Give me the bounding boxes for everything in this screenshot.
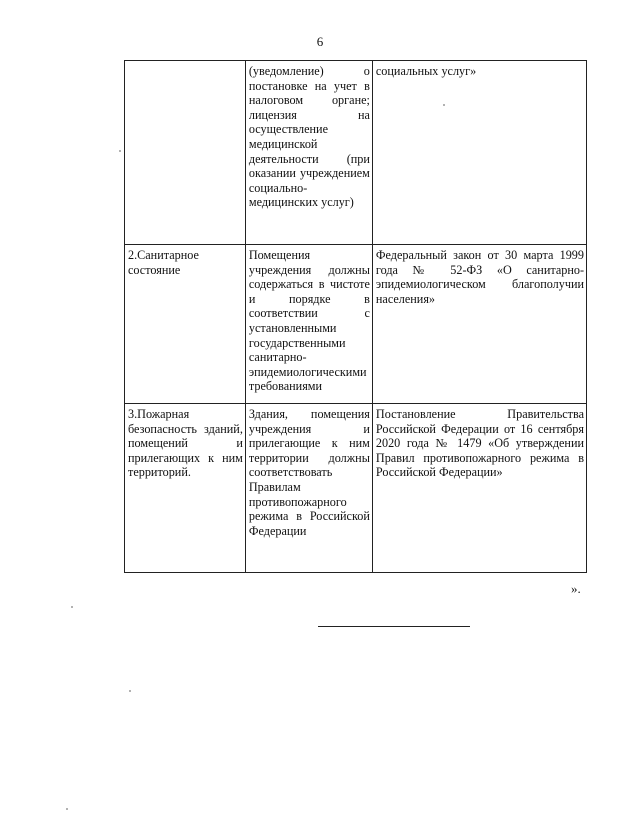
basis-text: Федеральный закон от 30 марта 1999 года № 52-ФЗ «О санитарно-эпидемиологическом благополучии населения» (375, 248, 584, 306)
content-text: Здания, помещения учреждения и прилегающие к ним территории должны соответствовать Правилам противопожарного режима в Российской Федерации (248, 407, 370, 538)
requirement-cell (125, 404, 246, 573)
basis-text: социальных услуг» (375, 64, 477, 78)
requirement-text: 3.Пожарная безопасность зданий, помещений и прилегающих к ним территорий. (128, 407, 243, 480)
closing-quote-mark: ». (571, 581, 581, 596)
content-cell (245, 61, 372, 245)
scan-speck (129, 690, 131, 692)
scan-speck (71, 606, 73, 608)
basis-text: Постановление Правительства Российской Федерации от 16 сентября 2020 года № 1479 «Об утверждении Правил противопожарного режима в Российской Федерации» (375, 407, 584, 480)
requirements-table (124, 60, 587, 573)
basis-cell (372, 61, 586, 245)
content-text: (уведомление) о постановке на учет в налоговом органе; лицензия на осуществление медицинской деятельности (при оказании учреждением социально-медицинских услуг) (248, 64, 370, 210)
scan-speck (443, 104, 445, 106)
scan-speck (66, 808, 68, 810)
scan-speck (119, 150, 121, 152)
table-row (125, 404, 587, 573)
requirement-cell (125, 245, 246, 404)
page-number: 6 (316, 34, 324, 49)
content-cell (245, 245, 372, 404)
table-row (125, 245, 587, 404)
separator-line (318, 626, 470, 627)
content-text: Помещения учреждения должны содержаться в чистоте и порядке в соответствии с установленными государственными санитарно-эпидемиологическими требованиями (248, 248, 370, 394)
requirement-cell (125, 61, 246, 245)
basis-cell (372, 404, 586, 573)
requirement-text: 2.Санитарное состояние (128, 248, 199, 277)
table-row (125, 61, 587, 245)
basis-cell (372, 245, 586, 404)
content-cell (245, 404, 372, 573)
